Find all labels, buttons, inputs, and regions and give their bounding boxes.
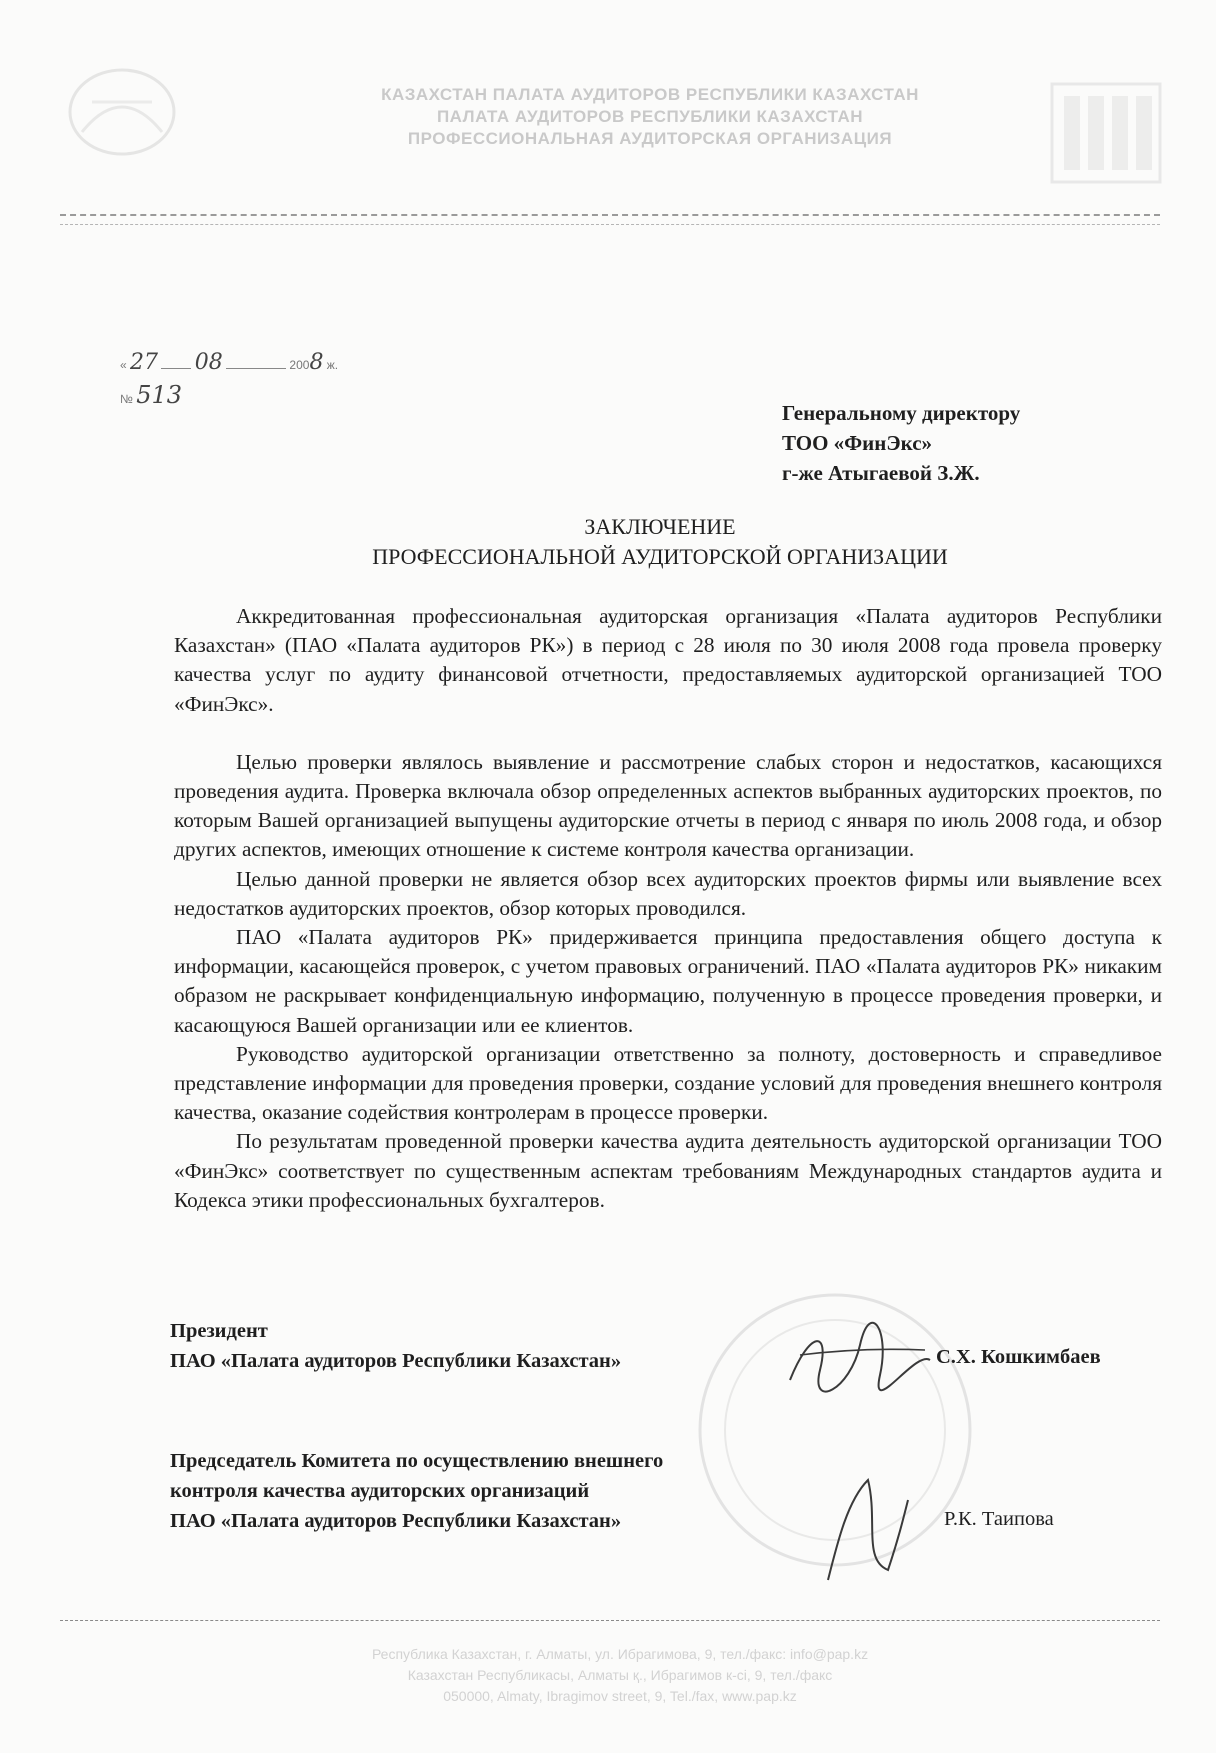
registration-date xyxy=(120,350,338,375)
title-line-1: ЗАКЛЮЧЕНИЕ xyxy=(584,514,736,539)
date-day: 27 xyxy=(130,350,159,375)
number-label: № xyxy=(120,392,133,406)
paragraph-3: Целью данной проверки не является обзор всех аудиторских проектов фирмы или выявление всех недостатков аудиторских проектов, обзор которых проводился. xyxy=(174,866,1162,920)
addressee-line-3: г-же Атыгаевой З.Ж. xyxy=(782,461,980,485)
number-value: 513 xyxy=(136,381,183,409)
addressee xyxy=(782,398,1020,488)
chair-title-line-2: контроля качества аудиторских организаций xyxy=(170,1480,590,1502)
letterhead-line-2: ПАЛАТА АУДИТОРОВ РЕСПУБЛИКИ КАЗАХСТАН xyxy=(436,107,864,126)
signature-block-chair xyxy=(170,1446,663,1536)
signature-president-icon xyxy=(780,1320,940,1400)
letterhead-text xyxy=(310,84,990,150)
footer-contacts xyxy=(240,1644,1000,1707)
footer-divider xyxy=(60,1620,1160,1621)
letterhead-line-3: ПРОФЕССИОНАЛЬНАЯ АУДИТОРСКАЯ ОРГАНИЗАЦИЯ xyxy=(407,129,893,148)
chair-organization: ПАО «Палата аудиторов Республики Казахстан» xyxy=(170,1510,622,1532)
footer-line-1: Республика Казахстан, г. Алматы, ул. Ибрагимова, 9, тел./факс: info@pap.kz xyxy=(371,1646,869,1662)
date-year-prefix: 200 xyxy=(289,358,310,372)
chamber-emblem-icon xyxy=(62,62,182,162)
document-title xyxy=(230,512,1090,572)
ifac-logo-icon xyxy=(1046,78,1166,188)
registration-block xyxy=(120,350,338,409)
president-title: Президент xyxy=(170,1320,268,1342)
date-suffix: ж. xyxy=(326,358,339,372)
chair-name: Р.К. Таипова xyxy=(944,1508,1054,1530)
addressee-line-1: Генеральному директору xyxy=(782,401,1021,425)
president-organization: ПАО «Палата аудиторов Республики Казахстан» xyxy=(170,1350,622,1372)
date-month: 08 xyxy=(194,350,223,375)
signature-chair-icon xyxy=(808,1460,918,1600)
header-divider-thin xyxy=(60,224,1160,225)
paragraph-2: Целью проверки являлось выявление и рассмотрение слабых сторон и недостатков, касающихся проведения аудита. Проверка включала обзор определенных аспектов выбранных аудиторских проектов, по которым Вашей организацией выпущены аудиторские отчеты в период с января по июль 2008 года, и обзор других аспектов, имеющих отношение к системе контроля качества организации. xyxy=(174,749,1162,862)
paragraph-1: Аккредитованная профессиональная аудиторская организация «Палата аудиторов Республики Казахстан» (ПАО «Палата аудиторов РК») в период с 28 июля по 30 июля 2008 года провела проверку качества услуг по аудиту финансовой отчетности, предоставляемых аудиторской организацией ТОО «ФинЭкс». xyxy=(174,604,1162,716)
header-divider xyxy=(60,214,1160,216)
president-name: С.Х. Кошкимбаев xyxy=(936,1346,1101,1368)
signature-block-president xyxy=(170,1316,621,1376)
date-year-suffix: 8 xyxy=(309,350,324,375)
paragraph-5: Руководство аудиторской организации ответственно за полноту, достоверность и справедливое представление информации для проведения проверки, создание условий для проведения внешнего контроля качества, оказание содействия контролерам в процессе проверки. xyxy=(174,1041,1162,1125)
chair-title-line-1: Председатель Комитета по осуществлению внешнего xyxy=(170,1450,664,1472)
paragraph-6: По результатам проведенной проверки качества аудита деятельность аудиторской организации ТОО «ФинЭкс» соответствует по существенным аспектам требованиям Международных стандартов аудита и Кодекса этики профессиональных бухгалтеров. xyxy=(174,1129,1162,1212)
date-prefix: « xyxy=(120,358,127,372)
letterhead-line-1: КАЗАХСТАН ПАЛАТА АУДИТОРОВ РЕСПУБЛИКИ КАЗАХСТАН xyxy=(381,85,919,104)
footer-line-2: Казахстан Республикасы, Алматы қ., Ибрагимов к-сі, 9, тел./факс xyxy=(407,1667,833,1683)
footer-line-3: 050000, Almaty, Ibragimov street, 9, Tel./fax, www.pap.kz xyxy=(443,1688,797,1704)
paragraph-4: ПАО «Палата аудиторов РК» придерживается принципа предоставления общего доступа к информации, касающейся проверок, с учетом правовых ограничений. ПАО «Палата аудиторов РК» никаким образом не раскрывает конфиденциальную информацию, полученную в процессе проведения проверки, и касающуюся Вашей организации или ее клиентов. xyxy=(174,925,1162,1037)
registration-number xyxy=(120,381,338,409)
title-line-2: ПРОФЕССИОНАЛЬНОЙ АУДИТОРСКОЙ ОРГАНИЗАЦИИ xyxy=(372,544,948,569)
addressee-line-2: ТОО «ФинЭкс» xyxy=(782,431,933,455)
letter-body xyxy=(174,602,1162,1215)
